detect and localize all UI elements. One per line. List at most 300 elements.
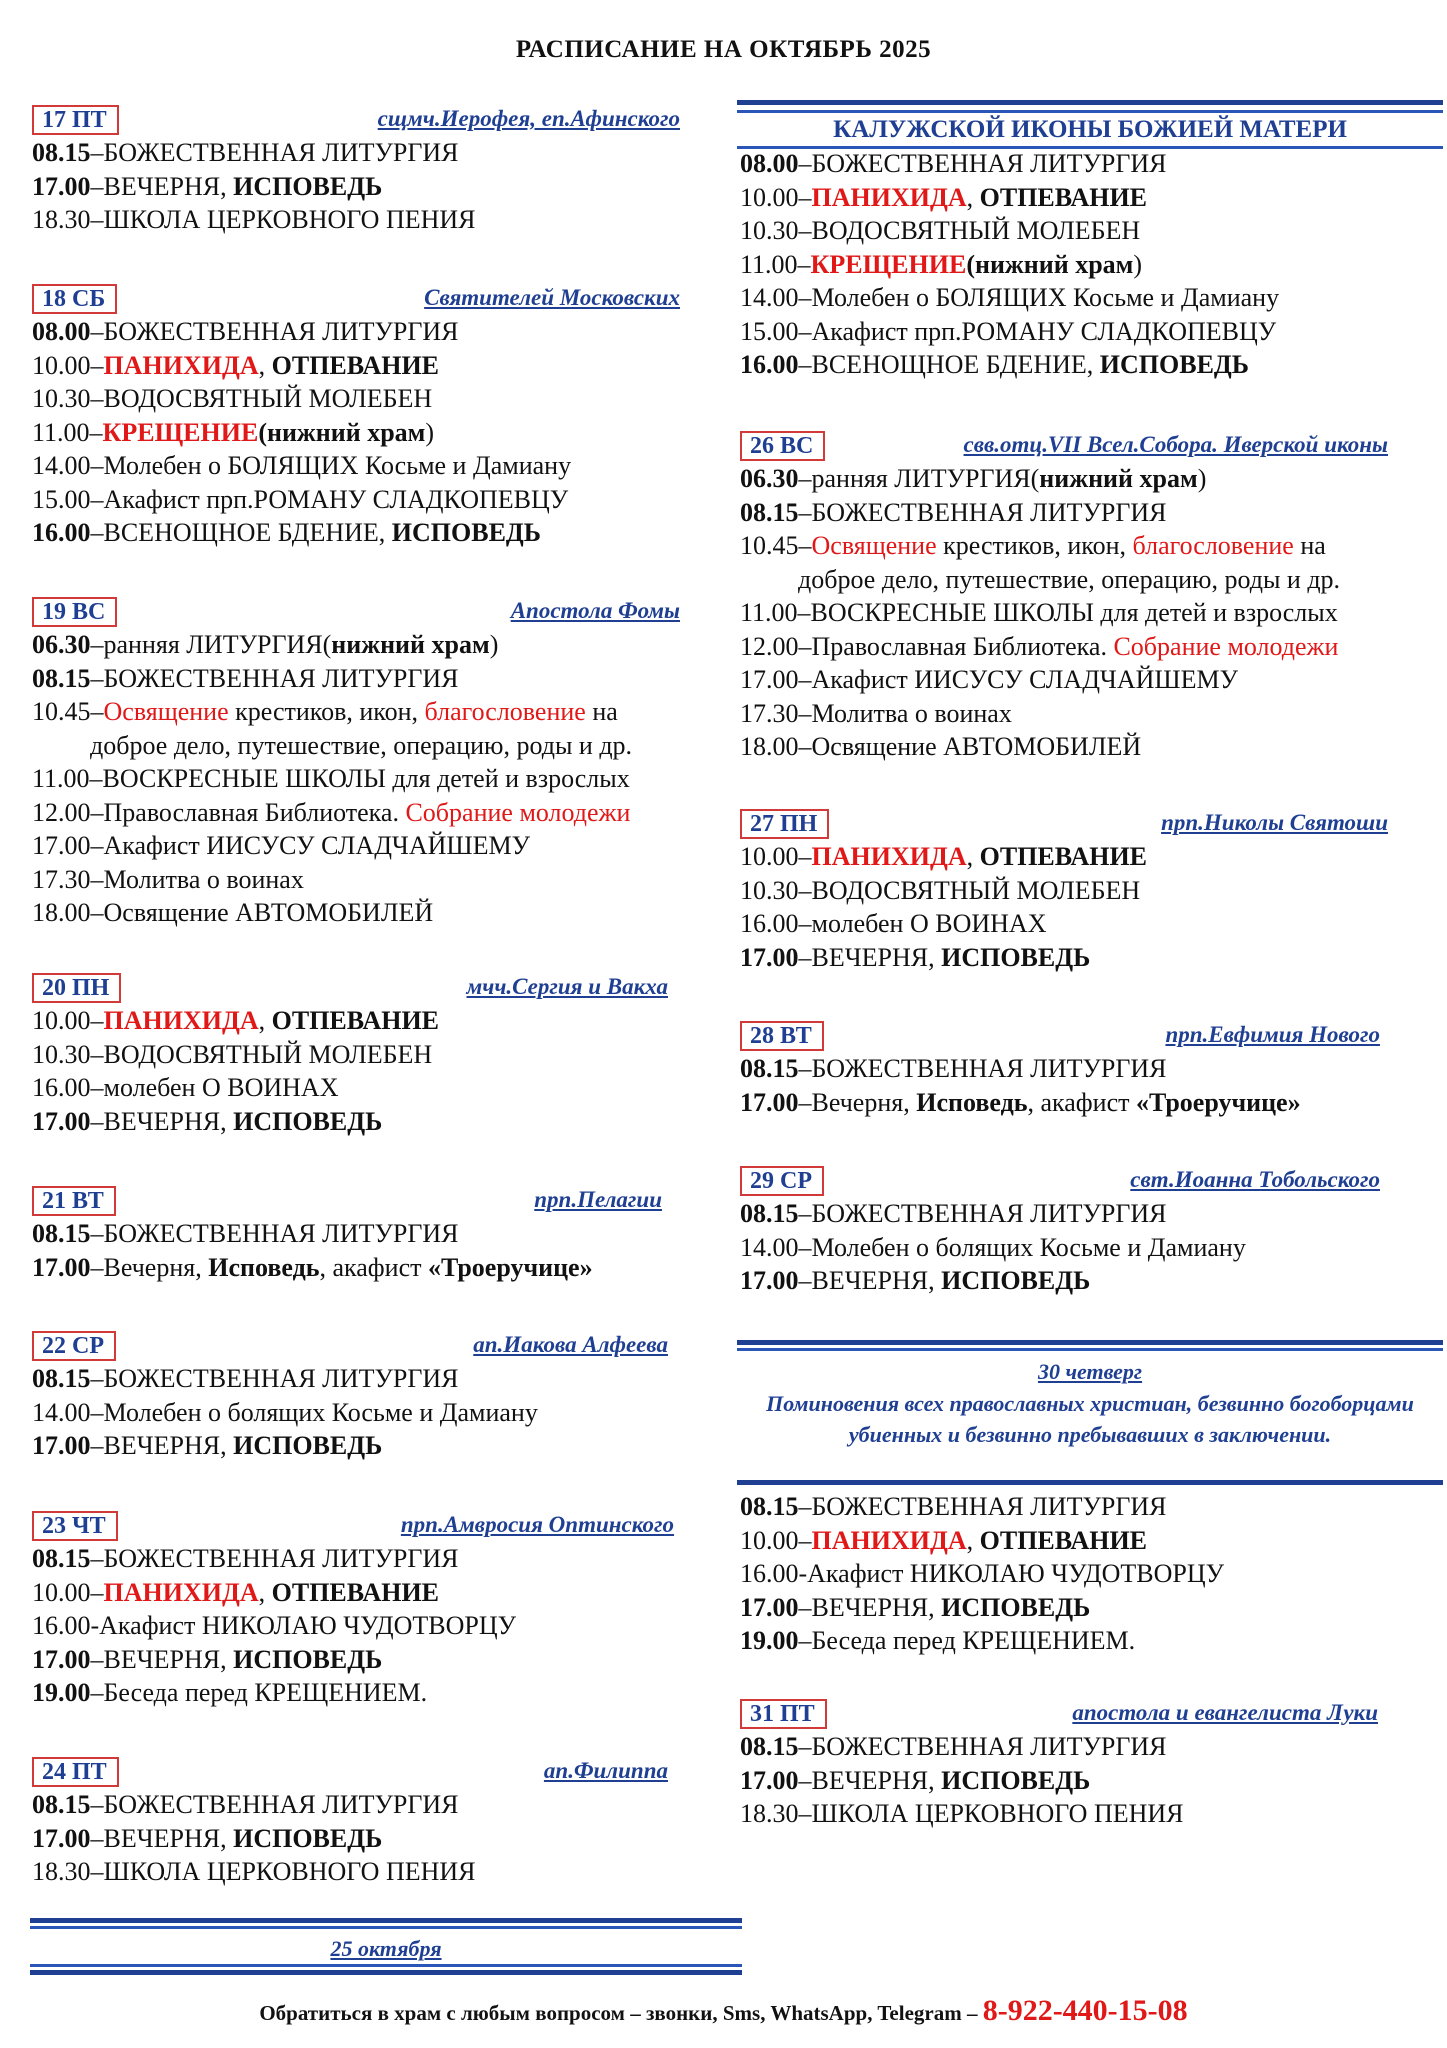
saint-of-day: апостола и евангелиста Луки: [1072, 1700, 1378, 1725]
day-services: [740, 1730, 1378, 1831]
line-segment: 18.30–ШКОЛА ЦЕРКОВНОГО ПЕНИЯ: [740, 1799, 1184, 1828]
schedule-line: [740, 663, 1388, 697]
schedule-line: [740, 1052, 1380, 1086]
saint-of-day: Апостола Фомы: [510, 598, 680, 623]
saint-of-day: свв.отц.VII Всел.Собора. Иверской иконы: [963, 432, 1388, 457]
schedule-line: [740, 1264, 1380, 1298]
line-segment: 16.00–молебен О ВОИНАХ: [740, 909, 1047, 938]
line-segment: 15.00–Акафист прп.РОМАНУ СЛАДКОПЕВЦУ: [740, 316, 1277, 346]
schedule-line: [740, 1524, 1224, 1558]
schedule-line: [32, 896, 680, 930]
line-segment: ИСПОВЕДЬ: [941, 1592, 1091, 1622]
schedule-line: [740, 596, 1388, 630]
line-segment: 08.15: [32, 1219, 91, 1248]
schedule-line: [32, 516, 680, 550]
line-segment: Собрание молодежи: [1113, 631, 1339, 661]
feast-title-kaluga: КАЛУЖСКОЙ ИКОНЫ БОЖИЕЙ МАТЕРИ: [833, 116, 1347, 143]
oct25-rule-top-thin: [30, 1926, 742, 1929]
line-segment: 11.00–ВОСКРЕСНЫЕ ШКОЛЫ для детей и взрослых: [740, 598, 1338, 627]
line-segment: ИСПОВЕДЬ: [233, 1823, 383, 1853]
line-segment: –ВЕЧЕРНЯ,: [798, 1266, 942, 1295]
date-badge: 22 СР: [32, 1331, 116, 1361]
line-segment: 11.00–: [740, 249, 811, 279]
day-header: [32, 283, 680, 315]
day-header: [32, 596, 680, 628]
schedule-line: [32, 1576, 674, 1610]
schedule-line: [740, 1490, 1224, 1524]
line-segment: 16.00-Акафист НИКОЛАЮ ЧУДОТВОРЦУ: [32, 1611, 517, 1640]
schedule-line: [740, 315, 1279, 349]
schedule-line: [32, 1822, 668, 1856]
schedule-line: [32, 1788, 668, 1822]
day-block: [32, 1185, 662, 1284]
schedule-line: [32, 1004, 668, 1038]
oct25-rule-bottom: [30, 1970, 742, 1975]
line-segment: –ВСЕНОЩНОЕ БДЕНИЕ,: [798, 350, 1100, 379]
line-segment: , акафист: [319, 1252, 428, 1282]
schedule-line: [32, 762, 680, 796]
date-badge: 27 ПН: [740, 809, 829, 839]
saint-of-day: ап.Филиппа: [543, 1758, 668, 1783]
day-services: [740, 1052, 1380, 1119]
day-header: [740, 808, 1388, 840]
line-segment: благословение: [1132, 531, 1294, 560]
day-header: [32, 1330, 668, 1362]
line-segment: 10.00–: [740, 842, 812, 871]
phone-number[interactable]: 8-922-440-15-08: [982, 1994, 1188, 2027]
date-badge: 18 СБ: [32, 284, 117, 314]
line-segment: 17.00: [740, 1266, 799, 1295]
line-segment: КРЕЩЕНИЕ: [102, 417, 259, 447]
day-header: [32, 104, 680, 136]
day-services: [32, 136, 680, 237]
line-segment: –Вечерня,: [90, 1252, 209, 1282]
schedule-line: [740, 730, 1388, 764]
saint-of-day: сщмч.Иерофея, еп.Афинского: [377, 106, 680, 131]
line-segment: 16.00-Акафист НИКОЛАЮ ЧУДОТВОРЦУ: [740, 1559, 1225, 1588]
line-segment: 08.15: [32, 1790, 91, 1819]
schedule-line: [740, 529, 1388, 563]
schedule-line: [32, 729, 680, 763]
schedule-line: [740, 1591, 1224, 1625]
day-block: [32, 283, 680, 550]
line-segment: ПАНИХИДА: [103, 1006, 259, 1035]
line-segment: –БОЖЕСТВЕННАЯ ЛИТУРГИЯ: [90, 1219, 459, 1248]
date-badge: 19 ВС: [32, 597, 117, 627]
saint-of-day: ап.Иакова Алфеева: [473, 1332, 668, 1357]
line-segment: крестиков, икон,: [228, 697, 425, 726]
oct25-services: [740, 147, 1279, 382]
day-services: [740, 840, 1388, 974]
schedule-line: [32, 1362, 668, 1396]
schedule-line: [740, 907, 1388, 941]
line-segment: ИСПОВЕДЬ: [233, 1431, 383, 1460]
date-badge: 23 ЧТ: [32, 1511, 118, 1541]
schedule-line: [32, 416, 680, 450]
schedule-line: [740, 147, 1279, 181]
schedule-line: [32, 203, 680, 237]
schedule-line: [740, 1797, 1378, 1831]
line-segment: 14.00–Молебен о болящих Косьме и Дамиану: [740, 1232, 1246, 1262]
date-badge: 26 ВС: [740, 431, 825, 461]
line-segment: 19.00: [32, 1678, 91, 1707]
line-segment: на: [1293, 531, 1326, 560]
line-segment: 08.00: [740, 149, 799, 178]
line-segment: ИСПОВЕДЬ: [941, 942, 1091, 972]
schedule-line: [740, 1764, 1378, 1798]
line-segment: 06.30: [740, 464, 799, 493]
schedule-line: [740, 1557, 1224, 1591]
date-badge: 31 ПТ: [740, 1699, 827, 1729]
line-segment: 08.15: [740, 1199, 799, 1228]
line-segment: 16.00–молебен О ВОИНАХ: [32, 1073, 339, 1102]
line-segment: крестиков, икон,: [936, 531, 1133, 560]
date-badge: 21 ВТ: [32, 1186, 116, 1216]
line-segment: 17.00: [740, 942, 799, 972]
line-segment: 10.00–: [740, 1525, 812, 1555]
line-segment: ИСПОВЕДЬ: [1099, 350, 1249, 379]
line-segment: 14.00–Молебен о БОЛЯЩИХ Косьме и Дамиану: [740, 283, 1280, 312]
line-segment: ИСПОВЕДЬ: [233, 1644, 383, 1674]
line-segment: –БОЖЕСТВЕННАЯ ЛИТУРГИЯ: [90, 1790, 459, 1819]
schedule-line: [32, 1676, 674, 1710]
saint-of-day: свт.Иоанна Тобольского: [1130, 1167, 1380, 1192]
date-badge: 17 ПТ: [32, 105, 119, 135]
line-segment: –ранняя ЛИТУРГИЯ(: [90, 630, 332, 659]
schedule-line: [32, 829, 680, 863]
line-segment: Освящение: [811, 531, 937, 560]
day-services: [32, 1788, 668, 1889]
line-segment: ОТПЕВАНИЕ: [271, 1577, 440, 1607]
line-segment: ПАНИХИДА: [103, 1577, 259, 1607]
schedule-line: [32, 863, 680, 897]
line-segment: 17.00: [32, 1644, 91, 1674]
line-segment: 17.00–Акафист ИИСУСУ СЛАДЧАЙШЕМУ: [32, 831, 531, 860]
day-services: [32, 1004, 668, 1138]
schedule-line: [740, 462, 1388, 496]
line-segment: 10.45–: [740, 531, 812, 560]
line-segment: нижний храм: [1039, 464, 1198, 493]
line-segment: 17.00: [740, 1087, 799, 1117]
day-block: [32, 1330, 668, 1463]
line-segment: 14.00–Молебен о болящих Косьме и Дамиану: [32, 1397, 538, 1427]
schedule-line: [740, 1086, 1380, 1120]
line-segment: 16.00: [32, 518, 91, 547]
line-segment: 10.00–: [32, 1577, 104, 1607]
line-segment: «Троеручице»: [1135, 1087, 1301, 1117]
line-segment: «Троеручице»: [427, 1252, 593, 1282]
oct25-label: 25 октября: [330, 1936, 442, 1961]
line-segment: –БОЖЕСТВЕННАЯ ЛИТУРГИЯ: [90, 317, 459, 346]
schedule-line: [32, 1609, 674, 1643]
line-segment: 17.00: [32, 1106, 91, 1136]
saint-of-day: Святителей Московских: [424, 285, 680, 310]
oct25-rule-top: [30, 1918, 742, 1923]
day-block: [32, 972, 668, 1138]
schedule-line: [740, 630, 1388, 664]
line-segment: 08.00: [32, 317, 91, 346]
line-segment: ИСПОВЕДЬ: [941, 1765, 1091, 1795]
day-services: [32, 1542, 674, 1710]
schedule-line: [740, 697, 1388, 731]
band-rule-top: [737, 100, 1443, 105]
line-segment: –ВЕЧЕРНЯ,: [90, 1431, 234, 1460]
day-block: [740, 1165, 1380, 1298]
line-segment: 10.30–ВОДОСВЯТНЫЙ МОЛЕБЕН: [32, 1039, 433, 1069]
date-badge: 24 ПТ: [32, 1757, 119, 1787]
schedule-line: [740, 1231, 1380, 1265]
line-segment: ИСПОВЕДЬ: [391, 518, 541, 547]
day-block: [32, 1756, 668, 1889]
line-segment: ОТПЕВАНИЕ: [271, 350, 440, 380]
line-segment: –БОЖЕСТВЕННАЯ ЛИТУРГИЯ: [798, 1199, 1167, 1228]
schedule-line: [32, 382, 680, 416]
line-segment: 11.00–: [32, 417, 103, 447]
footer-contact: [0, 1994, 1447, 2028]
day30-rule-top: [737, 1340, 1443, 1345]
schedule-line: [740, 248, 1279, 282]
line-segment: –ВЕЧЕРНЯ,: [90, 1644, 234, 1674]
line-segment: –ВЕЧЕРНЯ,: [798, 1592, 942, 1622]
line-segment: нижний храм: [331, 630, 490, 659]
line-segment: ОТПЕВАНИЕ: [979, 842, 1148, 871]
saint-of-day: прп.Пелагии: [534, 1187, 662, 1212]
line-segment: доброе дело, путешествие, операцию, роды и др.: [90, 730, 633, 760]
line-segment: благословение: [424, 697, 586, 726]
line-segment: , акафист: [1027, 1087, 1136, 1117]
line-segment: Собрание молодежи: [405, 797, 631, 827]
line-segment: 17.00: [32, 1431, 91, 1460]
line-segment: –ВЕЧЕРНЯ,: [90, 1823, 234, 1853]
schedule-line: [32, 1071, 668, 1105]
schedule-line: [740, 1730, 1378, 1764]
schedule-line: [32, 1643, 674, 1677]
day-header: [32, 1185, 662, 1217]
line-segment: 08.15: [740, 1732, 799, 1761]
day-header: [740, 1698, 1378, 1730]
line-segment: Исповедь: [916, 1087, 1028, 1117]
schedule-line: [32, 628, 680, 662]
line-segment: (нижний храм: [966, 249, 1134, 279]
line-segment: ИСПОВЕДЬ: [233, 1106, 383, 1136]
line-segment: –ВЕЧЕРНЯ,: [90, 171, 234, 201]
line-segment: ОТПЕВАНИЕ: [979, 182, 1148, 212]
line-segment: (нижний храм: [258, 417, 426, 447]
line-segment: 17.30–Молитва о воинах: [740, 698, 1012, 728]
line-segment: 18.00–Освящение АВТОМОБИЛЕЙ: [32, 898, 434, 927]
line-segment: 10.00–: [32, 1006, 104, 1035]
band-rule-top-thin: [737, 110, 1443, 113]
schedule-line: [32, 136, 680, 170]
day-block: [740, 430, 1388, 764]
day-services: [32, 1217, 662, 1284]
day-services: [740, 462, 1388, 764]
line-segment: ): [425, 417, 435, 447]
line-segment: –БОЖЕСТВЕННАЯ ЛИТУРГИЯ: [798, 1732, 1167, 1761]
oct25-rule-mid: [30, 1964, 742, 1967]
line-segment: 12.00–Православная Библиотека.: [32, 797, 406, 827]
schedule-line: [32, 170, 680, 204]
line-segment: 17.00: [32, 171, 91, 201]
line-segment: 18.30–ШКОЛА ЦЕРКОВНОГО ПЕНИЯ: [32, 205, 476, 234]
schedule-line: [32, 449, 680, 483]
day-block: [740, 1020, 1380, 1119]
schedule-line: [32, 1251, 662, 1285]
schedule-line: [740, 214, 1279, 248]
line-segment: –Вечерня,: [798, 1087, 917, 1117]
line-segment: 10.30–ВОДОСВЯТНЫЙ МОЛЕБЕН: [740, 216, 1141, 245]
line-segment: 18.30–ШКОЛА ЦЕРКОВНОГО ПЕНИЯ: [32, 1857, 476, 1886]
line-segment: 10.30–ВОДОСВЯТНЫЙ МОЛЕБЕН: [32, 384, 433, 413]
line-segment: –БОЖЕСТВЕННАЯ ЛИТУРГИЯ: [798, 497, 1167, 527]
schedule-line: [740, 840, 1388, 874]
day-block: [740, 808, 1388, 974]
schedule-line: [740, 941, 1388, 975]
line-segment: 19.00: [740, 1626, 799, 1655]
schedule-line: [32, 695, 680, 729]
line-segment: ,: [966, 1525, 980, 1555]
line-segment: ): [1133, 249, 1143, 279]
saint-of-day: прп.Евфимия Нового: [1165, 1022, 1380, 1047]
line-segment: 10.00–: [32, 350, 104, 380]
line-segment: –ВЕЧЕРНЯ,: [798, 942, 942, 972]
line-segment: –БОЖЕСТВЕННАЯ ЛИТУРГИЯ: [90, 1364, 459, 1393]
saint-of-day: мчч.Сергия и Вакха: [466, 974, 668, 999]
line-segment: ,: [966, 182, 980, 212]
day30-rule-bottom: [737, 1480, 1443, 1485]
line-segment: –БОЖЕСТВЕННАЯ ЛИТУРГИЯ: [90, 1544, 459, 1573]
line-segment: 17.00: [740, 1765, 799, 1795]
schedule-line: [740, 874, 1388, 908]
line-segment: 17.00: [32, 1823, 91, 1853]
line-segment: –ВСЕНОЩНОЕ БДЕНИЕ,: [90, 518, 392, 547]
line-segment: –БОЖЕСТВЕННАЯ ЛИТУРГИЯ: [798, 149, 1167, 178]
day30-services: [740, 1490, 1224, 1658]
date-badge: 29 СР: [740, 1166, 824, 1196]
line-segment: 17.00: [32, 1252, 91, 1282]
line-segment: ОТПЕВАНИЕ: [979, 1525, 1148, 1555]
date-badge: 28 ВТ: [740, 1021, 824, 1051]
line-segment: ,: [966, 842, 980, 871]
schedule-line: [740, 496, 1388, 530]
line-segment: ,: [258, 350, 272, 380]
schedule-line: [740, 563, 1388, 597]
line-segment: –БОЖЕСТВЕННАЯ ЛИТУРГИЯ: [90, 663, 459, 693]
line-segment: –Беседа перед КРЕЩЕНИЕМ.: [798, 1626, 1136, 1655]
line-segment: Исповедь: [208, 1252, 320, 1282]
line-segment: 10.45–: [32, 697, 104, 726]
line-segment: 08.15: [740, 497, 799, 527]
day-block: [32, 104, 680, 237]
footer-text: Обратиться в храм с любым вопросом – звонки, Sms, WhatsApp, Telegram –: [259, 2001, 983, 2025]
day-services: [32, 628, 680, 930]
day30-heading: 30 четверг: [1037, 1359, 1143, 1384]
day-block: [740, 1698, 1378, 1831]
saint-of-day: прп.Амвросия Оптинского: [400, 1512, 674, 1537]
schedule-line: [740, 181, 1279, 215]
line-segment: –БОЖЕСТВЕННАЯ ЛИТУРГИЯ: [798, 1492, 1167, 1521]
schedule-line: [32, 1855, 668, 1889]
day-services: [32, 1362, 668, 1463]
line-segment: ПАНИХИДА: [811, 842, 967, 871]
line-segment: ): [489, 630, 499, 659]
line-segment: ИСПОВЕДЬ: [233, 171, 383, 201]
schedule-line: [740, 348, 1279, 382]
line-segment: 08.15: [32, 138, 91, 167]
line-segment: ИСПОВЕДЬ: [941, 1266, 1091, 1295]
schedule-line: [32, 315, 680, 349]
line-segment: 08.15: [32, 663, 91, 693]
line-segment: 10.30–ВОДОСВЯТНЫЙ МОЛЕБЕН: [740, 875, 1141, 905]
line-segment: 10.00–: [740, 182, 812, 212]
line-segment: 06.30: [32, 630, 91, 659]
line-segment: Освящение: [103, 697, 229, 726]
line-segment: 17.00: [740, 1592, 799, 1622]
schedule-line: [740, 1197, 1380, 1231]
day-services: [740, 1197, 1380, 1298]
line-segment: 17.30–Молитва о воинах: [32, 864, 304, 894]
schedule-line: [32, 1038, 668, 1072]
day30-feast: Поминовения всех православных христиан, безвинно богоборцами убиенных и безвинно пребывавших в заключении.: [766, 1391, 1414, 1447]
line-segment: 08.15: [740, 1492, 799, 1521]
day30-rule-top-thin: [737, 1348, 1443, 1351]
line-segment: 16.00: [740, 350, 799, 379]
schedule-line: [32, 483, 680, 517]
line-segment: ,: [258, 1577, 272, 1607]
line-segment: 11.00–ВОСКРЕСНЫЕ ШКОЛЫ для детей и взрослых: [32, 764, 630, 793]
schedule-line: [32, 349, 680, 383]
schedule-line: [32, 1217, 662, 1251]
day-header: [740, 1165, 1380, 1197]
line-segment: 17.00–Акафист ИИСУСУ СЛАДЧАЙШЕМУ: [740, 665, 1239, 694]
day-services: [32, 315, 680, 550]
line-segment: 08.15: [32, 1364, 91, 1393]
line-segment: ПАНИХИДА: [811, 182, 967, 212]
line-segment: –ВЕЧЕРНЯ,: [798, 1765, 942, 1795]
line-segment: 08.15: [32, 1544, 91, 1573]
day-block: [32, 596, 680, 930]
line-segment: –Беседа перед КРЕЩЕНИЕМ.: [90, 1678, 428, 1707]
saint-of-day: прп.Николы Святоши: [1161, 810, 1388, 835]
line-segment: –ВЕЧЕРНЯ,: [90, 1106, 234, 1136]
schedule-line: [32, 662, 680, 696]
schedule-line: [32, 1105, 668, 1139]
schedule-line: [740, 1624, 1224, 1658]
line-segment: ПАНИХИДА: [103, 350, 259, 380]
line-segment: на: [585, 697, 618, 726]
line-segment: –БОЖЕСТВЕННАЯ ЛИТУРГИЯ: [90, 138, 459, 167]
line-segment: ,: [258, 1006, 272, 1035]
day-block: [32, 1510, 674, 1710]
day-header: [740, 1020, 1380, 1052]
day-header: [32, 1510, 674, 1542]
schedule-line: [32, 1396, 668, 1430]
line-segment: –ранняя ЛИТУРГИЯ(: [798, 464, 1040, 493]
day-header: [32, 972, 668, 1004]
day-header: [32, 1756, 668, 1788]
schedule-line: [32, 1542, 674, 1576]
date-badge: 20 ПН: [32, 973, 121, 1003]
schedule-line: [32, 796, 680, 830]
line-segment: КРЕЩЕНИЕ: [810, 249, 967, 279]
schedule-line: [32, 1429, 668, 1463]
line-segment: 12.00–Православная Библиотека.: [740, 631, 1114, 661]
line-segment: 15.00–Акафист прп.РОМАНУ СЛАДКОПЕВЦУ: [32, 484, 569, 514]
day-header: [740, 430, 1388, 462]
line-segment: 08.15: [740, 1054, 799, 1083]
line-segment: 18.00–Освящение АВТОМОБИЛЕЙ: [740, 732, 1142, 761]
line-segment: ): [1197, 464, 1207, 493]
